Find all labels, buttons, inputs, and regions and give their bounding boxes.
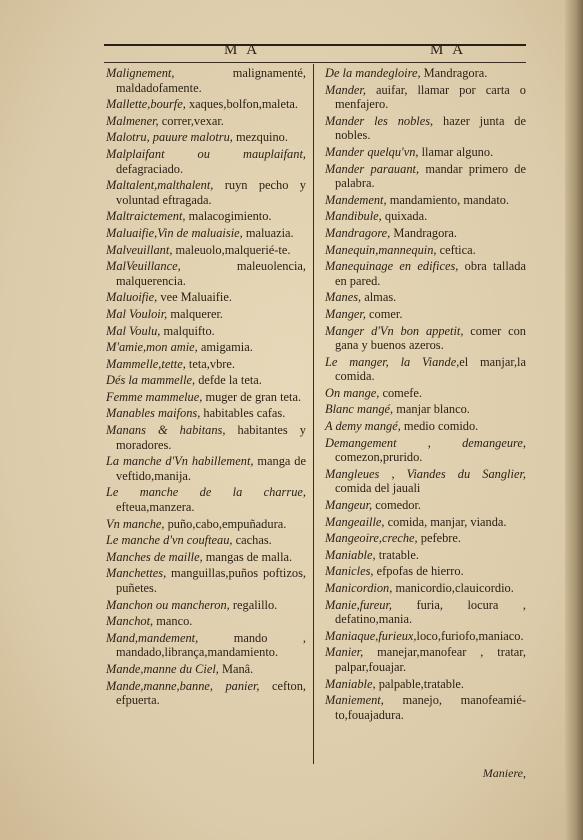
dictionary-entry: [325, 581, 526, 596]
dictionary-entry: [106, 114, 306, 129]
entry-headword: Mand,mandement,: [106, 630, 199, 645]
entry-definition: manejo, manofeamié-to,fouajadura.: [335, 693, 526, 722]
entry-definition: obra tallada en pared.: [335, 259, 527, 288]
entry-definition: manicordio,clauicordio.: [392, 581, 514, 595]
dictionary-entry: [106, 598, 306, 613]
entry-headword: Manequinage en edifices,: [325, 259, 459, 274]
entry-headword: Mangeur,: [325, 498, 373, 513]
entry-headword: Mandibule,: [325, 209, 382, 224]
entry-headword: Mal Voulu,: [106, 323, 161, 338]
entry-headword: Maluoifie,: [106, 290, 158, 305]
entry-definition: habitantes y moradores.: [116, 423, 306, 452]
column-divider: [313, 64, 314, 764]
entry-definition: comer.: [365, 306, 403, 321]
dictionary-entry: [325, 114, 526, 143]
entry-headword: Malmener,: [106, 113, 159, 128]
entry-definition: defde la teta.: [195, 373, 262, 388]
entry-headword: Manchon ou mancheron,: [106, 597, 230, 612]
entry-headword: M'amie,mon amie,: [106, 340, 198, 355]
entry-definition: cefton, efpuerta.: [116, 678, 306, 708]
entry-definition: mezquino.: [232, 130, 288, 145]
entry-definition: palpable,tratable.: [375, 676, 465, 691]
dictionary-entry: [106, 390, 306, 405]
dictionary-entry: [106, 66, 306, 95]
entry-headword: Manicordion,: [325, 581, 393, 595]
catchword: Maniere,: [482, 766, 526, 780]
entry-headword: Manger d'Vn bon appetit,: [325, 323, 464, 338]
dictionary-entry: [106, 485, 306, 514]
dictionary-entry: [106, 130, 306, 145]
entry-definition: comida del jauali: [335, 481, 421, 496]
entry-headword: Manans & habitans,: [106, 423, 226, 438]
right-column: [325, 66, 526, 724]
entry-definition: mando , mandado,librança,mandamiento.: [116, 630, 306, 660]
entry-headword: Malplaifant ou mauplaifant,: [106, 146, 306, 161]
entry-headword: Manie,fureur,: [325, 597, 392, 612]
dictionary-entry: [106, 423, 306, 452]
dictionary-entry: [325, 531, 526, 546]
dictionary-entry: [325, 629, 526, 644]
entry-definition: malquerer.: [167, 306, 224, 321]
entry-headword: Manier,: [325, 645, 364, 660]
entry-headword: Le manche d'vn coufteau,: [106, 533, 233, 548]
entry-headword: Manicles,: [325, 564, 374, 579]
dictionary-entry: [325, 564, 526, 579]
dictionary-entry: [106, 533, 306, 548]
entry-headword: Maniement,: [325, 693, 384, 708]
entry-headword: Mammelle,tette,: [106, 356, 186, 371]
entry-headword: Maniaque,furieux,: [325, 628, 417, 643]
entry-definition: vee Maluaifie.: [157, 290, 232, 305]
entry-definition: furia, locura , defatino,mania.: [335, 597, 526, 627]
entry-definition: muger de gran teta.: [202, 389, 302, 404]
entry-definition: puño,cabo,empuñadura.: [164, 516, 287, 531]
dictionary-entry: [325, 645, 526, 674]
entry-headword: Mandragore,: [325, 225, 391, 240]
dictionary-entry: [106, 406, 306, 421]
entry-definition: malignamenté, maldadofamente.: [116, 66, 306, 95]
dictionary-entry: [325, 693, 526, 722]
entry-definition: malacogimiento.: [185, 209, 272, 224]
entry-headword: Manches de maille,: [106, 549, 203, 564]
entry-definition: mandar primero de palabra.: [335, 161, 526, 191]
entry-headword: Maluaifie,Vin de maluaisie,: [106, 225, 243, 240]
dictionary-entry: [325, 402, 526, 417]
entry-headword: On mange,: [325, 385, 380, 400]
entry-headword: Manables maifons,: [106, 406, 201, 421]
entry-headword: Malignement,: [106, 66, 175, 80]
page-edge-shadow: [565, 0, 583, 840]
dictionary-entry: [325, 162, 526, 191]
dictionary-entry: [325, 467, 526, 496]
entry-definition: efteua,manzera.: [116, 500, 195, 515]
dictionary-entry: [106, 259, 306, 288]
header-rule-bottom: [104, 62, 526, 63]
entry-definition: amigamia.: [197, 340, 253, 355]
running-header: [104, 42, 526, 62]
entry-headword: Mallette,bourfe,: [106, 97, 186, 112]
header-right: M A: [429, 42, 467, 58]
entry-headword: Mangeaille,: [325, 514, 385, 529]
entry-headword: Mander quelqu'vn,: [325, 144, 419, 159]
left-column: [106, 66, 306, 710]
entry-headword: Maltraictement,: [106, 209, 186, 224]
entry-headword: Mandement,: [325, 192, 387, 207]
entry-definition: Mandragora.: [420, 66, 488, 80]
dictionary-entry: [325, 226, 526, 241]
entry-headword: Manger,: [325, 306, 366, 321]
entry-definition: comida, manjar, vianda.: [384, 514, 507, 529]
entry-headword: Malveuillant,: [106, 242, 173, 257]
entry-definition: comezon,prurido.: [335, 450, 423, 465]
entry-definition: malquifto.: [160, 323, 215, 338]
dictionary-entry: [106, 340, 306, 355]
dictionary-entry: [106, 97, 306, 112]
entry-definition: ceftica.: [436, 242, 476, 257]
entry-definition: comefe.: [379, 385, 423, 400]
entry-headword: Maltalent,malthalent,: [106, 178, 214, 193]
dictionary-entry: [106, 324, 306, 339]
entry-definition: comedor.: [372, 498, 422, 513]
dictionary-entry: [325, 243, 526, 258]
dictionary-entry: [325, 436, 526, 465]
entry-headword: Mande,manne,banne, panier,: [106, 678, 260, 693]
entry-headword: Mangeoire,creche,: [325, 531, 418, 546]
entry-definition: Mandragora.: [390, 225, 458, 240]
entry-headword: Maniable,: [325, 547, 376, 562]
entry-headword: Mal Vouloir,: [106, 306, 168, 321]
entry-definition: el manjar,la comida.: [335, 354, 526, 384]
dictionary-entry: [106, 566, 306, 595]
dictionary-entry: [325, 307, 526, 322]
entry-headword: Manes,: [325, 290, 362, 305]
dictionary-entry: [106, 550, 306, 565]
entry-definition: mangas de malla.: [202, 549, 293, 564]
entry-definition: loco,furiofo,maniaco.: [416, 628, 524, 643]
dictionary-entry: [325, 324, 526, 353]
dictionary-entry: [106, 226, 306, 241]
dictionary-entry: [106, 178, 306, 207]
entry-headword: Dés la mammelle,: [106, 373, 196, 388]
entry-headword: Mander,: [325, 82, 366, 97]
entry-definition: ruyn pecho y voluntad eftragada.: [116, 178, 306, 207]
entry-definition: manejar,manofear , tratar, palpar,fouajar.: [335, 645, 526, 674]
entry-headword: Manchettes,: [106, 566, 167, 581]
entry-definition: correr,vexar.: [158, 113, 224, 128]
entry-definition: hazer junta de nobles.: [335, 113, 526, 143]
entry-definition: xaques,bolfon,maleta.: [185, 97, 299, 112]
dictionary-entry: [325, 598, 526, 627]
entry-headword: Le manche de la charrue,: [106, 485, 306, 500]
entry-headword: Manequin,mannequin,: [325, 242, 437, 257]
dictionary-entry: [106, 209, 306, 224]
entry-headword: Mander les nobles,: [325, 113, 434, 128]
entry-headword: Le manger, la Viande,: [325, 354, 460, 369]
entry-definition: manga de veftido,manija.: [116, 454, 306, 483]
dictionary-entry: [106, 631, 306, 660]
entry-definition: cachas.: [232, 533, 272, 548]
dictionary-entry: [106, 517, 306, 532]
entry-definition: regalillo.: [229, 597, 278, 612]
dictionary-entry: [325, 259, 526, 288]
dictionary-entry: [106, 373, 306, 388]
dictionary-entry: [325, 145, 526, 160]
dictionary-entry: [106, 357, 306, 372]
entry-headword: De la mandegloire,: [325, 66, 421, 80]
dictionary-entry: [106, 679, 306, 708]
entry-definition: teta,vbre.: [185, 356, 236, 371]
dictionary-entry: [325, 677, 526, 692]
entry-headword: Malotru, pauure malotru,: [106, 130, 233, 145]
entry-headword: Blanc mangé,: [325, 402, 394, 417]
entry-headword: La manche d'Vn habillement,: [106, 454, 254, 469]
dictionary-entry: [106, 454, 306, 483]
dictionary-entry: [106, 307, 306, 322]
entry-definition: comer con gana y buenos azeros.: [335, 323, 527, 353]
dictionary-entry: [325, 290, 526, 305]
dictionary-entry: [325, 209, 526, 224]
dictionary-entry: [325, 515, 526, 530]
entry-definition: maluazia.: [242, 225, 294, 240]
entry-definition: quixada.: [381, 209, 428, 224]
entry-headword: Maniable,: [325, 676, 376, 691]
dictionary-entry: [325, 193, 526, 208]
dictionary-entry: [325, 83, 526, 112]
entry-headword: Mangleues , Viandes du Sanglier,: [325, 466, 526, 481]
entry-definition: habitables cafas.: [200, 406, 286, 421]
dictionary-entry: [106, 662, 306, 677]
entry-definition: auifar, llamar por carta o menfajero.: [335, 82, 526, 112]
entry-definition: mandamiento, mandato.: [386, 192, 510, 207]
dictionary-entry: [106, 290, 306, 305]
dictionary-entry: [106, 147, 306, 176]
entry-definition: pefebre.: [417, 531, 462, 546]
entry-definition: Manâ.: [218, 661, 254, 676]
entry-headword: Demangement , demangeure,: [325, 435, 526, 450]
entry-headword: Vn manche,: [106, 516, 165, 531]
entry-definition: manjar blanco.: [393, 402, 470, 417]
entry-headword: Manchot,: [106, 614, 154, 629]
entry-definition: llamar alguno.: [418, 144, 494, 159]
entry-definition: defagraciado.: [116, 161, 184, 176]
dictionary-entry: [325, 498, 526, 513]
entry-definition: tratable.: [375, 547, 419, 562]
entry-definition: maleuolo,malquerié-te.: [172, 242, 291, 257]
dictionary-entry: [106, 243, 306, 258]
dictionary-entry: [325, 355, 526, 384]
entry-headword: Mander parauant,: [325, 161, 420, 176]
entry-definition: manguillas,puños poftizos, puñetes.: [116, 566, 306, 595]
dictionary-entry: [325, 419, 526, 434]
entry-headword: Mande,manne du Ciel,: [106, 661, 219, 676]
dictionary-entry: [325, 386, 526, 401]
entry-definition: almas.: [361, 290, 397, 305]
entry-definition: efpofas de hierro.: [373, 564, 464, 579]
entry-headword: A demy mangé,: [325, 419, 401, 434]
entry-headword: MalVeuillance,: [106, 259, 181, 274]
dictionary-entry: [325, 548, 526, 563]
entry-headword: Femme mammelue,: [106, 389, 203, 404]
dictionary-entry: [106, 614, 306, 629]
entry-definition: medio comido.: [400, 419, 479, 434]
entry-definition: maleuolencia, malquerencia.: [116, 259, 306, 288]
dictionary-entry: [325, 66, 526, 81]
entry-definition: manco.: [153, 614, 193, 629]
header-left: M A: [223, 42, 261, 58]
